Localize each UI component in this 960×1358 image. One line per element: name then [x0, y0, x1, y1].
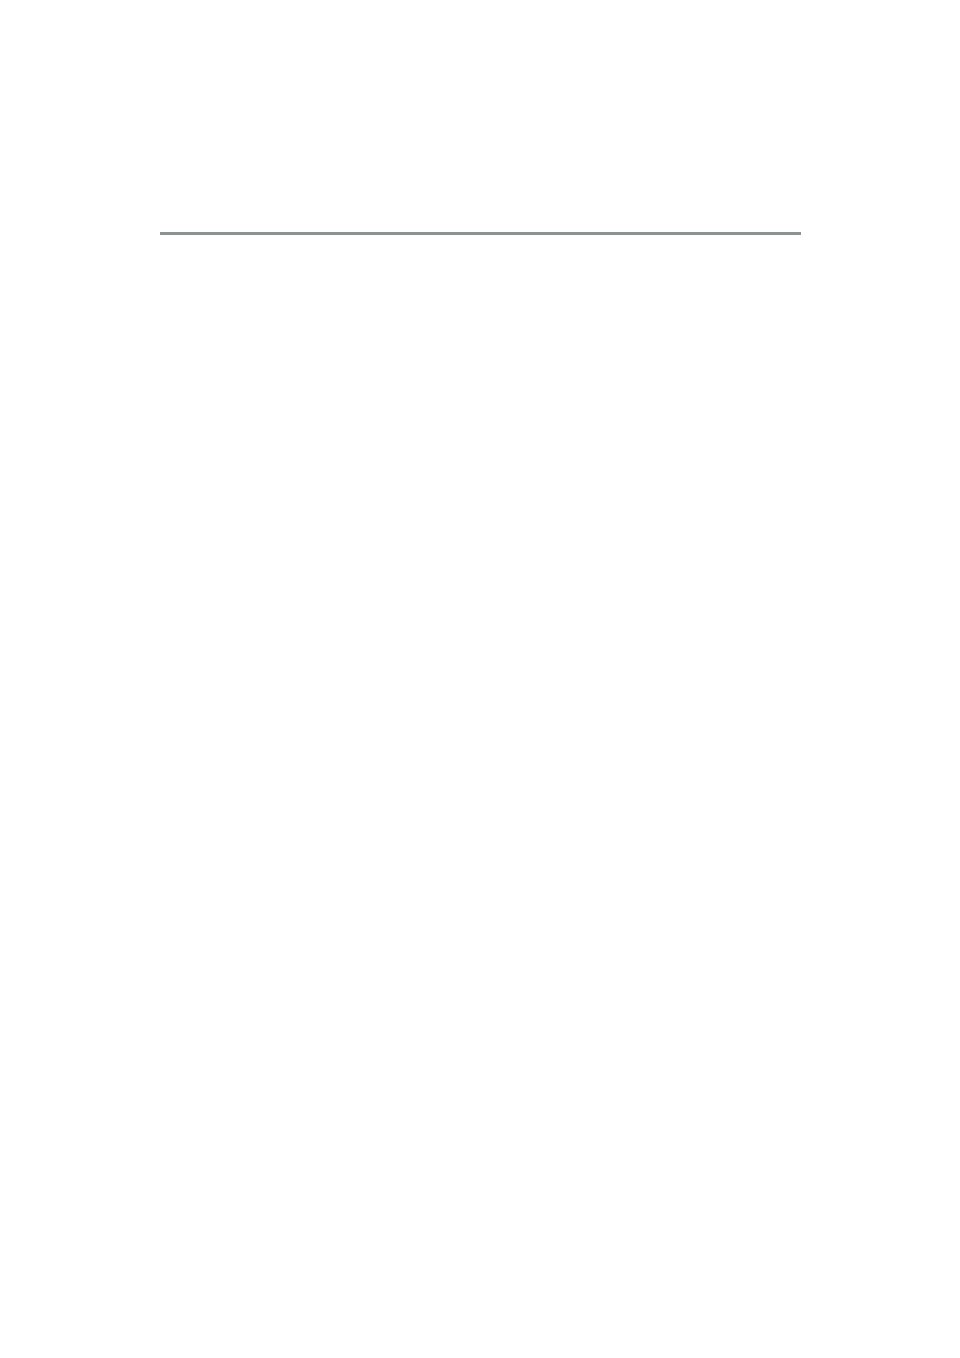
page-header: [0, 0, 960, 240]
header-divider: [160, 232, 801, 235]
